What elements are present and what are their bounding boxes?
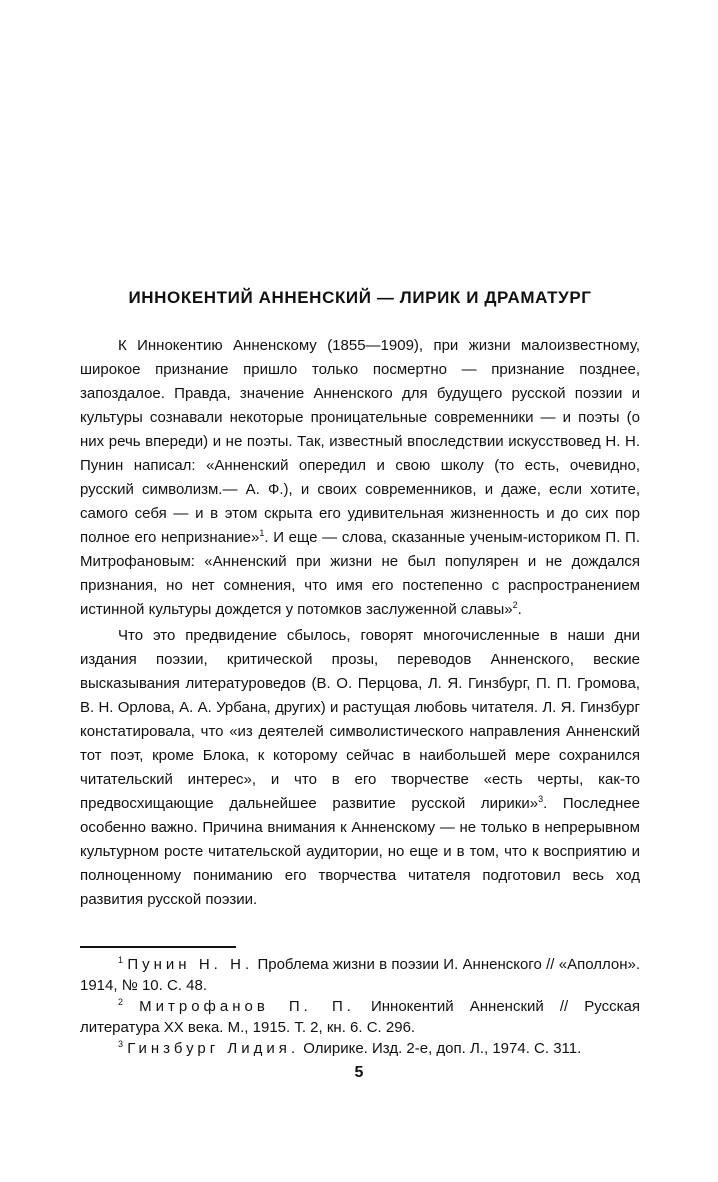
paragraph-text: . И еще — слова, сказанные ученым-историком П. П. Митрофановым: «Анненский при жизни не был популярен и не дождался признания, но нет сомнения, что имя его постепенно с распространением истинной культуры дождется у потомков заслуженной славы» <box>80 529 640 618</box>
footnote-author: Гинзбург Лидия. <box>127 1040 300 1057</box>
paragraph-text: Что это предвидение сбылось, говорят многочисленные в наши дни издания поэзии, критической прозы, переводов Анненского, веские высказывания литературоведов (В. О. Перцова, Л. Я. Гинзбург, П. П. Громова, В. Н. Орлова, А. А. Урбана, других) и растущая любовь читателя. Л. Я. Гинзбург констатировала, что «из деятелей символистического направления Анненский тот поэт, кроме Блока, к которому сейчас в наибольшей мере сохранился читательский интерес», и что в его творчестве «есть черты, как-то предвосхищающие дальнейшее развитие русской лирики» <box>80 627 640 812</box>
paragraph-text: . <box>517 601 522 618</box>
footnote <box>80 954 640 996</box>
body-text <box>80 334 640 912</box>
footnote-number: 3 <box>118 1039 124 1049</box>
footnotes <box>80 954 640 1059</box>
paragraph-text: К Иннокентию Анненскому (1855—1909), при жизни малоизвестному, широкое признание пришло только посмертно — признание позднее, запоздалое. Правда, значение Анненского для будущего русской поэзии и культуры сознавали некоторые проницательные современники — и поэты (о них речь впереди) и не поэты. Так, известный впоследствии искусствовед Н. Н. Пунин написал: «Анненский опередил и свою школу (то есть, очевидно, русский символизм.— А. Ф.), и своих современников, и даже, если хотите, самого себя — и в этом скрыта его удивительная жизненность и до сих пор полное его непризнание» <box>80 337 640 546</box>
footnote <box>80 996 640 1038</box>
footnote-text: Проблема жизни в поэзии И. Анненского // «Аполлон». 1914, № 10. С. 48. <box>80 956 641 994</box>
footnote-author: Пунин Н. Н. <box>127 956 254 973</box>
footnote-text: Олирике. Изд. 2-е, доп. Л., 1974. С. 311. <box>299 1040 582 1057</box>
footnote-ref: 2 <box>512 600 518 610</box>
footnote-separator <box>80 946 236 948</box>
footnote-text: Иннокентий Анненский // Русская литература XX века. М., 1915. Т. 2, кн. 6. С. 296. <box>80 998 640 1036</box>
paragraph-text: . Последнее особенно важно. Причина внимания к Анненскому — не только в непрерывном культурном росте читательской аудитории, но еще и в том, что к восприятию и полноценному пониманию его творчества читателя подготовил весь ход развития русской поэзии. <box>80 795 640 908</box>
footnote-ref: 1 <box>259 528 265 538</box>
paragraph <box>80 334 640 622</box>
chapter-title: ИННОКЕНТИЙ АННЕНСКИЙ — ЛИРИК И ДРАМАТУРГ <box>128 288 592 307</box>
footnote-ref: 3 <box>538 794 544 804</box>
footnote-number: 2 <box>118 997 124 1007</box>
footnote-author: Митрофанов П. П. <box>139 998 355 1015</box>
footnote-number: 1 <box>118 955 124 965</box>
footnote <box>80 1038 640 1059</box>
paragraph <box>80 624 640 912</box>
page-number: 5 <box>354 1064 364 1081</box>
